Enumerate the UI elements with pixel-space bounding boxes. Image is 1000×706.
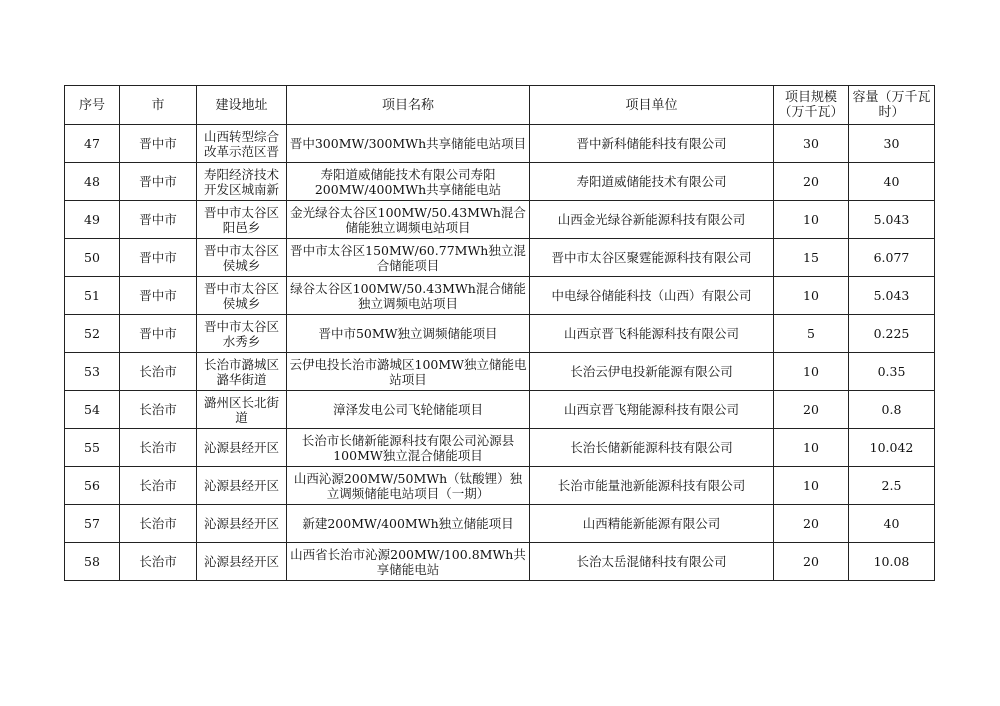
table-row bbox=[65, 315, 935, 353]
cell-text: 53 bbox=[84, 364, 100, 379]
table-row bbox=[65, 277, 935, 315]
cell-text: 57 bbox=[84, 516, 100, 531]
cell-text: 10.08 bbox=[873, 554, 910, 569]
cell-capacity bbox=[849, 505, 935, 543]
cell-scale bbox=[774, 163, 849, 201]
table-row bbox=[65, 239, 935, 277]
table-row bbox=[65, 543, 935, 581]
cell-scale bbox=[774, 391, 849, 429]
cell-text: 长治市长储新能源科技有限公司沁源县100MW独立混合储能项目 bbox=[301, 432, 515, 463]
cell-no bbox=[65, 467, 120, 505]
cell-text: 20 bbox=[803, 174, 819, 189]
cell-text: 10 bbox=[803, 212, 819, 227]
cell-text: 20 bbox=[803, 402, 819, 417]
cell-text: 40 bbox=[883, 516, 900, 531]
cell-capacity bbox=[849, 429, 935, 467]
cell-location bbox=[197, 467, 287, 505]
cell-text: 55 bbox=[84, 440, 100, 455]
cell-no bbox=[65, 543, 120, 581]
cell-company bbox=[530, 429, 774, 467]
cell-city bbox=[120, 391, 197, 429]
cell-text: 0.8 bbox=[881, 402, 902, 417]
cell-scale bbox=[774, 315, 849, 353]
cell-company bbox=[530, 505, 774, 543]
cell-text: 晋中市 bbox=[139, 326, 177, 341]
cell-location bbox=[197, 125, 287, 163]
cell-text: 15 bbox=[803, 250, 819, 265]
cell-text: 潞州区长北街道 bbox=[203, 394, 279, 425]
cell-project-name bbox=[287, 353, 530, 391]
cell-text: 沁源县经开区 bbox=[203, 516, 279, 531]
table-row bbox=[65, 429, 935, 467]
cell-text: 20 bbox=[803, 516, 819, 531]
cell-text: 沁源县经开区 bbox=[203, 554, 279, 569]
cell-text: 晋中新科储能科技有限公司 bbox=[576, 136, 727, 151]
cell-company bbox=[530, 125, 774, 163]
cell-text: 48 bbox=[84, 174, 100, 189]
cell-text: 长治市潞城区潞华街道 bbox=[203, 356, 279, 387]
cell-location bbox=[197, 239, 287, 277]
cell-text: 晋中市太谷区侯城乡 bbox=[203, 280, 279, 311]
cell-text: 20 bbox=[803, 554, 819, 569]
cell-project-name bbox=[287, 467, 530, 505]
cell-text: 绿谷太谷区100MW/50.43MWh混合储能独立调频电站项目 bbox=[290, 280, 526, 311]
cell-company bbox=[530, 239, 774, 277]
cell-company bbox=[530, 315, 774, 353]
header-city: 市 bbox=[120, 86, 197, 125]
cell-project-name bbox=[287, 315, 530, 353]
projects-table bbox=[64, 85, 935, 581]
cell-company bbox=[530, 163, 774, 201]
cell-text: 47 bbox=[84, 136, 100, 151]
cell-text: 50 bbox=[84, 250, 100, 265]
cell-project-name bbox=[287, 543, 530, 581]
cell-text: 10 bbox=[803, 364, 819, 379]
cell-text: 寿阳道威储能技术有限公司寿阳200MW/400MWh共享储能电站 bbox=[314, 166, 502, 197]
cell-city bbox=[120, 163, 197, 201]
cell-text: 晋中市太谷区阳邑乡 bbox=[203, 204, 279, 235]
cell-project-name bbox=[287, 201, 530, 239]
cell-capacity bbox=[849, 467, 935, 505]
cell-project-name bbox=[287, 163, 530, 201]
cell-city bbox=[120, 543, 197, 581]
cell-no bbox=[65, 163, 120, 201]
cell-project-name bbox=[287, 429, 530, 467]
cell-text: 10 bbox=[803, 440, 819, 455]
cell-text: 晋中市 bbox=[139, 212, 177, 227]
cell-text: 54 bbox=[84, 402, 100, 417]
cell-text: 5.043 bbox=[873, 288, 910, 303]
cell-text: 10.042 bbox=[869, 440, 914, 455]
table-header-row bbox=[65, 86, 935, 125]
cell-text: 山西京晋飞翔能源科技有限公司 bbox=[563, 402, 739, 417]
cell-scale bbox=[774, 277, 849, 315]
table-row bbox=[65, 201, 935, 239]
cell-text: 山西省长治市沁源200MW/100.8MWh共享储能电站 bbox=[290, 546, 526, 577]
cell-text: 山西沁源200MW/50MWh（钛酸锂）独立调频储能电站项目（一期） bbox=[293, 470, 523, 501]
cell-project-name bbox=[287, 239, 530, 277]
cell-project-name bbox=[287, 277, 530, 315]
cell-text: 长治云伊电投新能源有限公司 bbox=[570, 364, 733, 379]
cell-capacity bbox=[849, 277, 935, 315]
cell-scale bbox=[774, 125, 849, 163]
cell-location bbox=[197, 429, 287, 467]
cell-scale bbox=[774, 467, 849, 505]
cell-text: 晋中市太谷区聚霆能源科技有限公司 bbox=[551, 250, 752, 265]
cell-text: 长治市 bbox=[139, 440, 177, 455]
cell-text: 山西金光绿谷新能源科技有限公司 bbox=[557, 212, 746, 227]
cell-text: 长治市 bbox=[139, 364, 177, 379]
cell-text: 金光绿谷太谷区100MW/50.43MWh混合储能独立调频电站项目 bbox=[290, 204, 526, 235]
cell-location bbox=[197, 543, 287, 581]
cell-text: 30 bbox=[883, 136, 900, 151]
cell-city bbox=[120, 467, 197, 505]
cell-no bbox=[65, 277, 120, 315]
cell-city bbox=[120, 315, 197, 353]
cell-text: 长治市 bbox=[139, 478, 177, 493]
cell-text: 10 bbox=[803, 288, 819, 303]
cell-capacity bbox=[849, 239, 935, 277]
cell-text: 晋中300MW/300MWh共享储能电站项目 bbox=[289, 136, 527, 151]
cell-text: 51 bbox=[84, 288, 100, 303]
cell-location bbox=[197, 315, 287, 353]
cell-no bbox=[65, 315, 120, 353]
cell-text: 晋中市太谷区侯城乡 bbox=[203, 242, 279, 273]
cell-project-name bbox=[287, 125, 530, 163]
cell-no bbox=[65, 239, 120, 277]
cell-text: 长治市 bbox=[139, 516, 177, 531]
cell-text: 寿阳道威储能技术有限公司 bbox=[576, 174, 727, 189]
cell-capacity bbox=[849, 315, 935, 353]
cell-text: 长治市 bbox=[139, 554, 177, 569]
header-scale: 项目规模（万千瓦） bbox=[774, 86, 849, 125]
cell-no bbox=[65, 125, 120, 163]
cell-scale bbox=[774, 201, 849, 239]
table-row bbox=[65, 505, 935, 543]
cell-text: 52 bbox=[84, 326, 100, 341]
cell-text: 晋中市 bbox=[139, 174, 177, 189]
table-row bbox=[65, 467, 935, 505]
cell-location bbox=[197, 201, 287, 239]
cell-text: 0.35 bbox=[877, 364, 906, 379]
cell-company bbox=[530, 201, 774, 239]
cell-text: 寿阳经济技术开发区城南新 bbox=[203, 166, 279, 197]
cell-company bbox=[530, 353, 774, 391]
cell-company bbox=[530, 391, 774, 429]
cell-text: 晋中市 bbox=[139, 288, 177, 303]
cell-text: 山西京晋飞科能源科技有限公司 bbox=[563, 326, 739, 341]
table-row bbox=[65, 391, 935, 429]
cell-text: 晋中市太谷区150MW/60.77MWh独立混合储能项目 bbox=[290, 242, 526, 273]
cell-city bbox=[120, 239, 197, 277]
cell-text: 5 bbox=[807, 326, 815, 341]
cell-capacity bbox=[849, 543, 935, 581]
cell-text: 58 bbox=[84, 554, 100, 569]
cell-capacity bbox=[849, 201, 935, 239]
cell-city bbox=[120, 201, 197, 239]
cell-capacity bbox=[849, 353, 935, 391]
cell-scale bbox=[774, 543, 849, 581]
cell-no bbox=[65, 429, 120, 467]
cell-text: 长治市能量池新能源科技有限公司 bbox=[557, 478, 746, 493]
cell-capacity bbox=[849, 163, 935, 201]
cell-text: 沁源县经开区 bbox=[203, 440, 279, 455]
header-no: 序号 bbox=[65, 86, 120, 125]
cell-company bbox=[530, 543, 774, 581]
cell-no bbox=[65, 201, 120, 239]
cell-text: 晋中市 bbox=[139, 136, 177, 151]
cell-text: 长治市 bbox=[139, 402, 177, 417]
cell-scale bbox=[774, 429, 849, 467]
cell-scale bbox=[774, 505, 849, 543]
cell-text: 新建200MW/400MWh独立储能项目 bbox=[302, 516, 514, 531]
cell-location bbox=[197, 505, 287, 543]
cell-text: 2.5 bbox=[881, 478, 902, 493]
table-row bbox=[65, 125, 935, 163]
cell-text: 山西精能新能源有限公司 bbox=[582, 516, 721, 531]
cell-text: 晋中市太谷区水秀乡 bbox=[203, 318, 279, 349]
cell-text: 云伊电投长治市潞城区100MW独立储能电站项目 bbox=[289, 356, 527, 387]
cell-location bbox=[197, 163, 287, 201]
cell-text: 长治长储新能源科技有限公司 bbox=[570, 440, 733, 455]
cell-text: 10 bbox=[803, 478, 819, 493]
table-row bbox=[65, 163, 935, 201]
cell-no bbox=[65, 505, 120, 543]
cell-no bbox=[65, 353, 120, 391]
header-capacity: 容量（万千瓦时） bbox=[849, 86, 935, 125]
cell-city bbox=[120, 429, 197, 467]
cell-text: 晋中市50MW独立调频储能项目 bbox=[318, 326, 498, 341]
cell-location bbox=[197, 391, 287, 429]
cell-location bbox=[197, 353, 287, 391]
cell-city bbox=[120, 353, 197, 391]
cell-text: 晋中市 bbox=[139, 250, 177, 265]
header-company: 项目单位 bbox=[530, 86, 774, 125]
cell-project-name bbox=[287, 391, 530, 429]
cell-text: 49 bbox=[84, 212, 100, 227]
cell-company bbox=[530, 467, 774, 505]
cell-company bbox=[530, 277, 774, 315]
table-row bbox=[65, 353, 935, 391]
cell-text: 漳泽发电公司飞轮储能项目 bbox=[332, 402, 483, 417]
cell-text: 山西转型综合改革示范区晋 bbox=[203, 128, 279, 159]
cell-capacity bbox=[849, 125, 935, 163]
cell-text: 长治太岳混储科技有限公司 bbox=[576, 554, 727, 569]
cell-text: 沁源县经开区 bbox=[203, 478, 279, 493]
cell-capacity bbox=[849, 391, 935, 429]
cell-city bbox=[120, 505, 197, 543]
header-project-name: 项目名称 bbox=[287, 86, 530, 125]
cell-text: 40 bbox=[883, 174, 900, 189]
cell-text: 0.225 bbox=[873, 326, 910, 341]
cell-scale bbox=[774, 239, 849, 277]
cell-no bbox=[65, 391, 120, 429]
cell-text: 6.077 bbox=[873, 250, 910, 265]
cell-city bbox=[120, 125, 197, 163]
cell-text: 5.043 bbox=[873, 212, 910, 227]
cell-city bbox=[120, 277, 197, 315]
cell-location bbox=[197, 277, 287, 315]
cell-text: 30 bbox=[803, 136, 819, 151]
header-location: 建设地址 bbox=[197, 86, 287, 125]
cell-project-name bbox=[287, 505, 530, 543]
cell-text: 中电绿谷储能科技（山西）有限公司 bbox=[551, 288, 752, 303]
cell-scale bbox=[774, 353, 849, 391]
cell-text: 56 bbox=[84, 478, 100, 493]
